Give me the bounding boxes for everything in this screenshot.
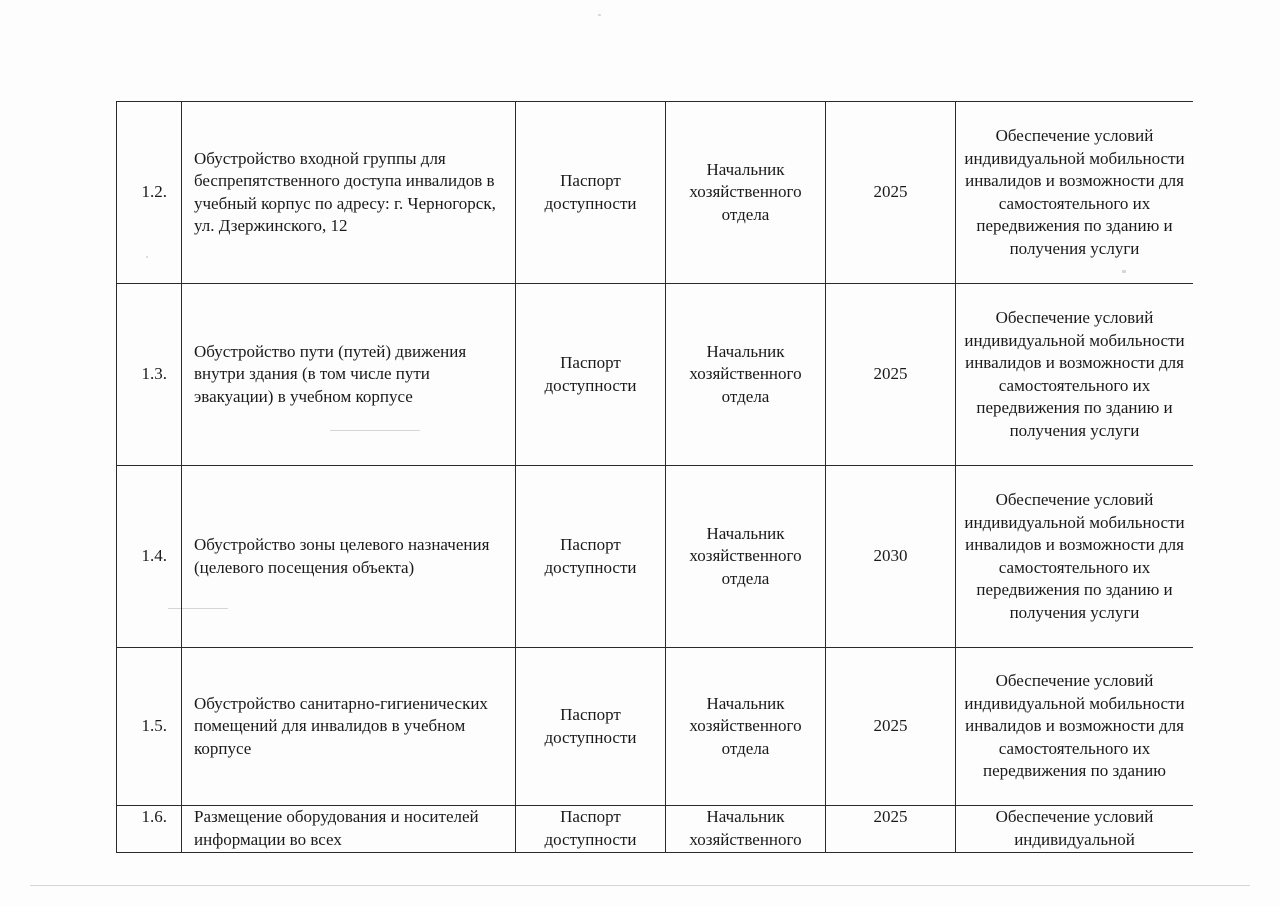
responsible-cell: Начальник хозяйственного отдела: [666, 466, 826, 648]
responsible-cell: Начальник хозяйственного отдела: [666, 648, 826, 806]
document-cell: Паспорт доступности: [516, 648, 666, 806]
responsible-cell: Начальник хозяйственного: [666, 806, 826, 854]
measure-name: Обустройство зоны целевого назначения (целевого посещения объекта): [182, 466, 516, 648]
result-cell: Обеспечение условий индивидуальной: [956, 806, 1194, 854]
scan-speck: [30, 885, 1250, 886]
scan-speck: [598, 14, 601, 16]
result-cell: Обеспечение условий индивидуальной мобильности инвалидов и возможности для самостоятельного их передвижения по зданию: [956, 648, 1194, 806]
measures-table: [116, 101, 1193, 853]
year-cell: 2025: [826, 648, 956, 806]
document-cell: Паспорт доступности: [516, 102, 666, 284]
row-number: 1.4.: [117, 466, 182, 648]
measure-name: Обустройство санитарно-гигиенических помещений для инвалидов в учебном корпусе: [182, 648, 516, 806]
year-cell: 2030: [826, 466, 956, 648]
table-row: [117, 284, 1194, 466]
measure-name: Размещение оборудования и носителей информации во всех: [182, 806, 516, 854]
table-row: [117, 466, 1194, 648]
table-row: [117, 806, 1194, 854]
document-cell: Паспорт доступности: [516, 806, 666, 854]
document-cell: Паспорт доступности: [516, 284, 666, 466]
responsible-cell: Начальник хозяйственного отдела: [666, 102, 826, 284]
result-cell: Обеспечение условий индивидуальной мобильности инвалидов и возможности для самостоятельного их передвижения по зданию и получения услуги: [956, 284, 1194, 466]
row-number: 1.5.: [117, 648, 182, 806]
measure-name: Обустройство входной группы для беспрепятственного доступа инвалидов в учебный корпус по адресу: г. Черногорск, ул. Дзержинского, 12: [182, 102, 516, 284]
year-cell: 2025: [826, 806, 956, 854]
table-row: [117, 102, 1194, 284]
year-cell: 2025: [826, 284, 956, 466]
row-number: 1.2.: [117, 102, 182, 284]
document-cell: Паспорт доступности: [516, 466, 666, 648]
year-cell: 2025: [826, 102, 956, 284]
measure-name: Обустройство пути (путей) движения внутри здания (в том числе пути эвакуации) в учебном корпусе: [182, 284, 516, 466]
row-number: 1.3.: [117, 284, 182, 466]
responsible-cell: Начальник хозяйственного отдела: [666, 284, 826, 466]
result-cell: Обеспечение условий индивидуальной мобильности инвалидов и возможности для самостоятельного их передвижения по зданию и получения услуги: [956, 102, 1194, 284]
result-cell: Обеспечение условий индивидуальной мобильности инвалидов и возможности для самостоятельного их передвижения по зданию и получения услуги: [956, 466, 1194, 648]
table-row: [117, 648, 1194, 806]
row-number: 1.6.: [117, 806, 182, 854]
